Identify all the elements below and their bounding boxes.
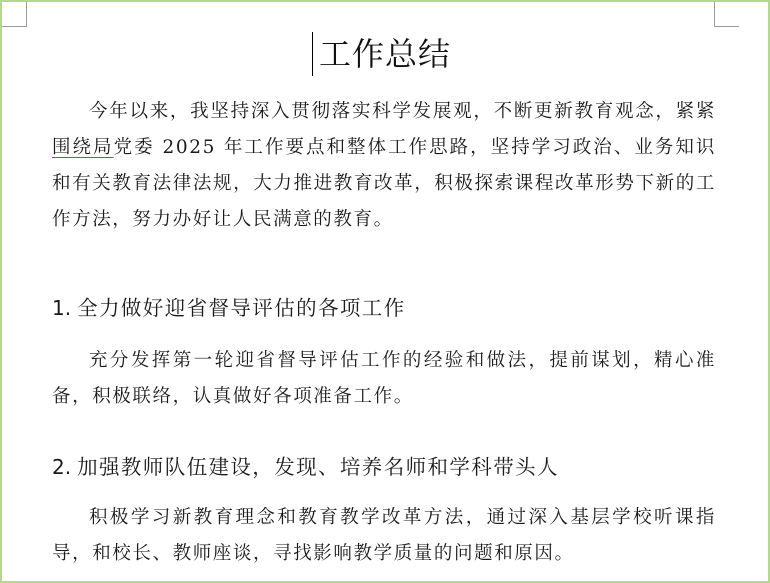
section-body-1[interactable]: 充分发挥第一轮迎省督导评估工作的经验和做法，提前谋划，精心准备，积极联络，认真做好各项准备工作。	[52, 350, 716, 407]
intro-text-before: 今年以来，我坚持深入贯彻落实科学发展观，不断更新教育观念，紧紧	[89, 101, 716, 122]
intro-text-after: 党委 2025 年工作要点和整体工作思路，坚持学习政治、业务知识和有关教育法律法规，大力推进教育改革，积极探索课程改革形势下新的工作方法，努力办好让人民满意的教育。	[52, 137, 716, 230]
section-number-2: 2.	[52, 455, 72, 479]
section-heading-text-1: 全力做好迎省督导评估的各项工作	[77, 296, 406, 320]
underlined-text[interactable]: 围绕局	[52, 137, 114, 158]
margin-corner-top-right	[714, 2, 739, 27]
section-heading-text-2: 加强教师队伍建设，发现、培养名师和学科带头人	[77, 455, 559, 479]
section-heading-2[interactable]	[52, 452, 732, 482]
section-body-2[interactable]: 积极学习新教育理念和教育教学改革方法，通过深入基层学校听课指导，和校长、教师座谈，寻找影响教学质量的问题和原因。	[52, 507, 716, 564]
text-cursor	[312, 32, 313, 76]
document-page[interactable]	[2, 2, 768, 581]
margin-corner-top-left	[2, 2, 27, 27]
intro-paragraph[interactable]	[52, 94, 716, 238]
document-title[interactable]: 工作总结	[318, 35, 451, 73]
section-heading-1[interactable]	[52, 293, 732, 323]
section-number-1: 1.	[52, 296, 72, 320]
